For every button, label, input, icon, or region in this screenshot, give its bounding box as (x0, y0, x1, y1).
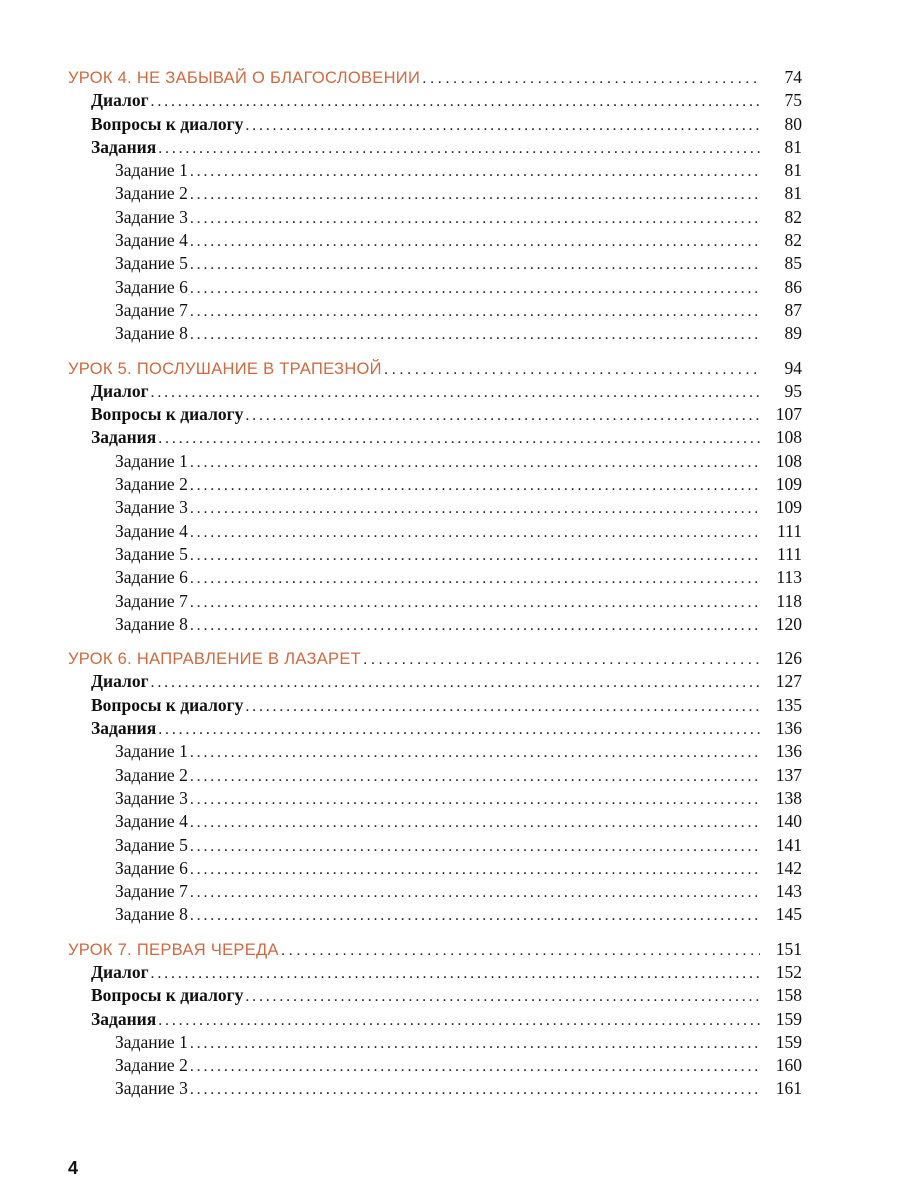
entry-title: Вопросы к диалогу (91, 985, 244, 1006)
dot-leader (190, 1078, 760, 1100)
entry-title: Вопросы к диалогу (91, 694, 244, 715)
dot-leader (363, 648, 760, 670)
entry-page-number: 145 (775, 904, 802, 925)
entry-title: Задание 3 (115, 1078, 188, 1099)
lesson-heading-entry[interactable] (68, 357, 802, 380)
dot-leader (190, 881, 760, 903)
entry-page-number: 151 (775, 938, 802, 959)
entry-title: Задание 6 (115, 567, 188, 588)
lesson-heading-entry[interactable] (68, 938, 802, 961)
entry-page-number: 161 (775, 1078, 802, 1099)
dot-leader (190, 521, 760, 543)
section-entry[interactable] (68, 984, 802, 1007)
entry-title: Задание 7 (115, 299, 188, 320)
dot-leader (190, 230, 760, 252)
dot-leader (384, 358, 760, 380)
section-entry[interactable] (68, 136, 802, 159)
task-entry[interactable] (68, 590, 802, 613)
entry-page-number: 108 (775, 450, 802, 471)
dot-leader (190, 835, 760, 857)
section-entry[interactable] (68, 403, 802, 426)
entry-title: Задание 3 (115, 497, 188, 518)
entry-page-number: 141 (775, 834, 802, 855)
entry-page-number: 82 (784, 206, 802, 227)
entry-title: Диалог (91, 961, 149, 982)
dot-leader (190, 474, 760, 496)
entry-title: Задание 8 (115, 323, 188, 344)
dot-leader (245, 114, 760, 136)
section-entry[interactable] (68, 113, 802, 136)
dot-leader (158, 718, 760, 740)
entry-page-number: 111 (777, 520, 802, 541)
dot-leader (190, 765, 760, 787)
entry-page-number: 152 (775, 961, 802, 982)
entry-page-number: 158 (775, 985, 802, 1006)
task-entry[interactable] (68, 613, 802, 636)
entry-title: Диалог (91, 380, 149, 401)
entry-page-number: 127 (775, 671, 802, 692)
section-entry[interactable] (68, 694, 802, 717)
dot-leader (245, 985, 760, 1007)
entry-page-number: 126 (775, 648, 802, 669)
task-entry[interactable] (68, 252, 802, 275)
task-entry[interactable] (68, 496, 802, 519)
entry-title: Задание 5 (115, 543, 188, 564)
section-entry[interactable] (68, 1008, 802, 1031)
task-entry[interactable] (68, 1077, 802, 1100)
entry-title: Задания (91, 136, 157, 157)
dot-leader (151, 962, 760, 984)
entry-title: Задание 5 (115, 253, 188, 274)
dot-leader (190, 567, 760, 589)
entry-title: Задание 6 (115, 857, 188, 878)
task-entry[interactable] (68, 450, 802, 473)
entry-page-number: 81 (784, 160, 802, 181)
entry-page-number: 107 (775, 404, 802, 425)
entry-title: Вопросы к диалогу (91, 113, 244, 134)
task-entry[interactable] (68, 810, 802, 833)
page-number: 4 (68, 1158, 79, 1178)
dot-leader (190, 1055, 760, 1077)
section-entry[interactable] (68, 717, 802, 740)
entry-title: Задание 1 (115, 450, 188, 471)
entry-page-number: 74 (784, 67, 802, 87)
section-entry[interactable] (68, 89, 802, 112)
task-entry[interactable] (68, 229, 802, 252)
toc-lesson-section (68, 938, 802, 1101)
task-entry[interactable] (68, 857, 802, 880)
entry-page-number: 142 (775, 857, 802, 878)
dot-leader (190, 788, 760, 810)
dot-leader (190, 253, 760, 275)
dot-leader (190, 497, 760, 519)
task-entry[interactable] (68, 834, 802, 857)
entry-title: Задания (91, 427, 157, 448)
dot-leader (190, 904, 760, 926)
task-entry[interactable] (68, 903, 802, 926)
entry-page-number: 136 (775, 718, 802, 739)
entry-page-number: 109 (775, 474, 802, 495)
entry-page-number: 159 (775, 1031, 802, 1052)
entry-page-number: 120 (775, 613, 802, 634)
entry-title: Задание 4 (115, 811, 188, 832)
dot-leader (190, 160, 760, 182)
dot-leader (158, 427, 760, 449)
toc-lesson-section (68, 647, 802, 927)
entry-page-number: 75 (784, 90, 802, 111)
dot-leader (245, 695, 760, 717)
entry-page-number: 82 (784, 230, 802, 251)
dot-leader (151, 671, 760, 693)
entry-title: Вопросы к диалогу (91, 404, 244, 425)
entry-title: Задания (91, 1008, 157, 1029)
entry-page-number: 86 (784, 276, 802, 297)
dot-leader (158, 1009, 760, 1031)
dot-leader (190, 858, 760, 880)
entry-title: УРОК 4. НЕ ЗАБЫВАЙ О БЛАГОСЛОВЕНИИ (68, 69, 421, 87)
entry-title: УРОК 7. ПЕРВАЯ ЧЕРЕДА (68, 940, 279, 959)
table-of-contents (68, 66, 802, 1112)
entry-page-number: 138 (775, 787, 802, 808)
entry-title: Задание 4 (115, 520, 188, 541)
task-entry[interactable] (68, 276, 802, 299)
entry-page-number: 113 (776, 567, 802, 588)
entry-title: Задание 1 (115, 1031, 188, 1052)
entry-title: Диалог (91, 90, 149, 111)
task-entry[interactable] (68, 566, 802, 589)
task-entry[interactable] (68, 764, 802, 787)
task-entry[interactable] (68, 206, 802, 229)
entry-page-number: 111 (777, 543, 802, 564)
entry-title: Задание 1 (115, 741, 188, 762)
entry-page-number: 136 (775, 741, 802, 762)
dot-leader (190, 544, 760, 566)
entry-title: Задание 2 (115, 183, 188, 204)
dot-leader (190, 207, 760, 229)
entry-page-number: 80 (784, 113, 802, 134)
entry-page-number: 160 (775, 1055, 802, 1076)
task-entry[interactable] (68, 473, 802, 496)
entry-title: Задание 6 (115, 276, 188, 297)
dot-leader (190, 741, 760, 763)
dot-leader (158, 137, 760, 159)
entry-page-number: 118 (776, 590, 802, 611)
dot-leader (151, 381, 760, 403)
entry-title: Задание 3 (115, 206, 188, 227)
dot-leader (190, 811, 760, 833)
entry-title: УРОК 6. НАПРАВЛЕНИЕ В ЛАЗАРЕТ (68, 650, 362, 669)
task-entry[interactable] (68, 520, 802, 543)
section-entry[interactable] (68, 426, 802, 449)
entry-title: Задание 2 (115, 764, 188, 785)
entry-page-number: 94 (784, 357, 802, 378)
task-entry[interactable] (68, 299, 802, 322)
task-entry[interactable] (68, 543, 802, 566)
entry-page-number: 137 (775, 764, 802, 785)
task-entry[interactable] (68, 1031, 802, 1054)
entry-page-number: 85 (784, 253, 802, 274)
dot-leader (190, 277, 760, 299)
toc-lesson-section (68, 66, 802, 346)
dot-leader (190, 614, 760, 636)
entry-page-number: 135 (775, 694, 802, 715)
dot-leader (281, 939, 760, 961)
entry-title: Задание 7 (115, 590, 188, 611)
entry-page-number: 95 (784, 380, 802, 401)
entry-title: Задание 2 (115, 474, 188, 495)
dot-leader (422, 67, 760, 89)
section-entry[interactable] (68, 380, 802, 403)
entry-page-number: 140 (775, 811, 802, 832)
lesson-heading-entry[interactable] (68, 647, 802, 670)
entry-title: УРОК 5. ПОСЛУШАНИЕ В ТРАПЕЗНОЙ (68, 359, 382, 378)
entry-page-number: 87 (784, 299, 802, 320)
entry-page-number: 108 (775, 427, 802, 448)
entry-title: Задание 2 (115, 1055, 188, 1076)
dot-leader (190, 1032, 760, 1054)
task-entry[interactable] (68, 182, 802, 205)
entry-page-number: 143 (775, 881, 802, 902)
dot-leader (190, 323, 760, 345)
entry-title: Задание 3 (115, 787, 188, 808)
dot-leader (190, 451, 760, 473)
lesson-heading-entry[interactable] (68, 66, 802, 89)
dot-leader (151, 90, 760, 112)
entry-title: Задание 7 (115, 881, 188, 902)
dot-leader (190, 300, 760, 322)
entry-title: Задание 8 (115, 904, 188, 925)
entry-title: Диалог (91, 671, 149, 692)
section-entry[interactable] (68, 961, 802, 984)
entry-title: Задание 8 (115, 613, 188, 634)
entry-title: Задание 4 (115, 230, 188, 251)
entry-title: Задания (91, 718, 157, 739)
dot-leader (190, 183, 760, 205)
entry-page-number: 89 (784, 323, 802, 344)
entry-page-number: 81 (784, 136, 802, 157)
task-entry[interactable] (68, 787, 802, 810)
entry-title: Задание 5 (115, 834, 188, 855)
dot-leader (245, 404, 760, 426)
task-entry[interactable] (68, 740, 802, 763)
entry-page-number: 109 (775, 497, 802, 518)
task-entry[interactable] (68, 322, 802, 345)
entry-page-number: 81 (784, 183, 802, 204)
section-entry[interactable] (68, 670, 802, 693)
dot-leader (190, 591, 760, 613)
task-entry[interactable] (68, 159, 802, 182)
task-entry[interactable] (68, 880, 802, 903)
entry-page-number: 159 (775, 1008, 802, 1029)
task-entry[interactable] (68, 1054, 802, 1077)
toc-lesson-section (68, 357, 802, 637)
entry-title: Задание 1 (115, 160, 188, 181)
